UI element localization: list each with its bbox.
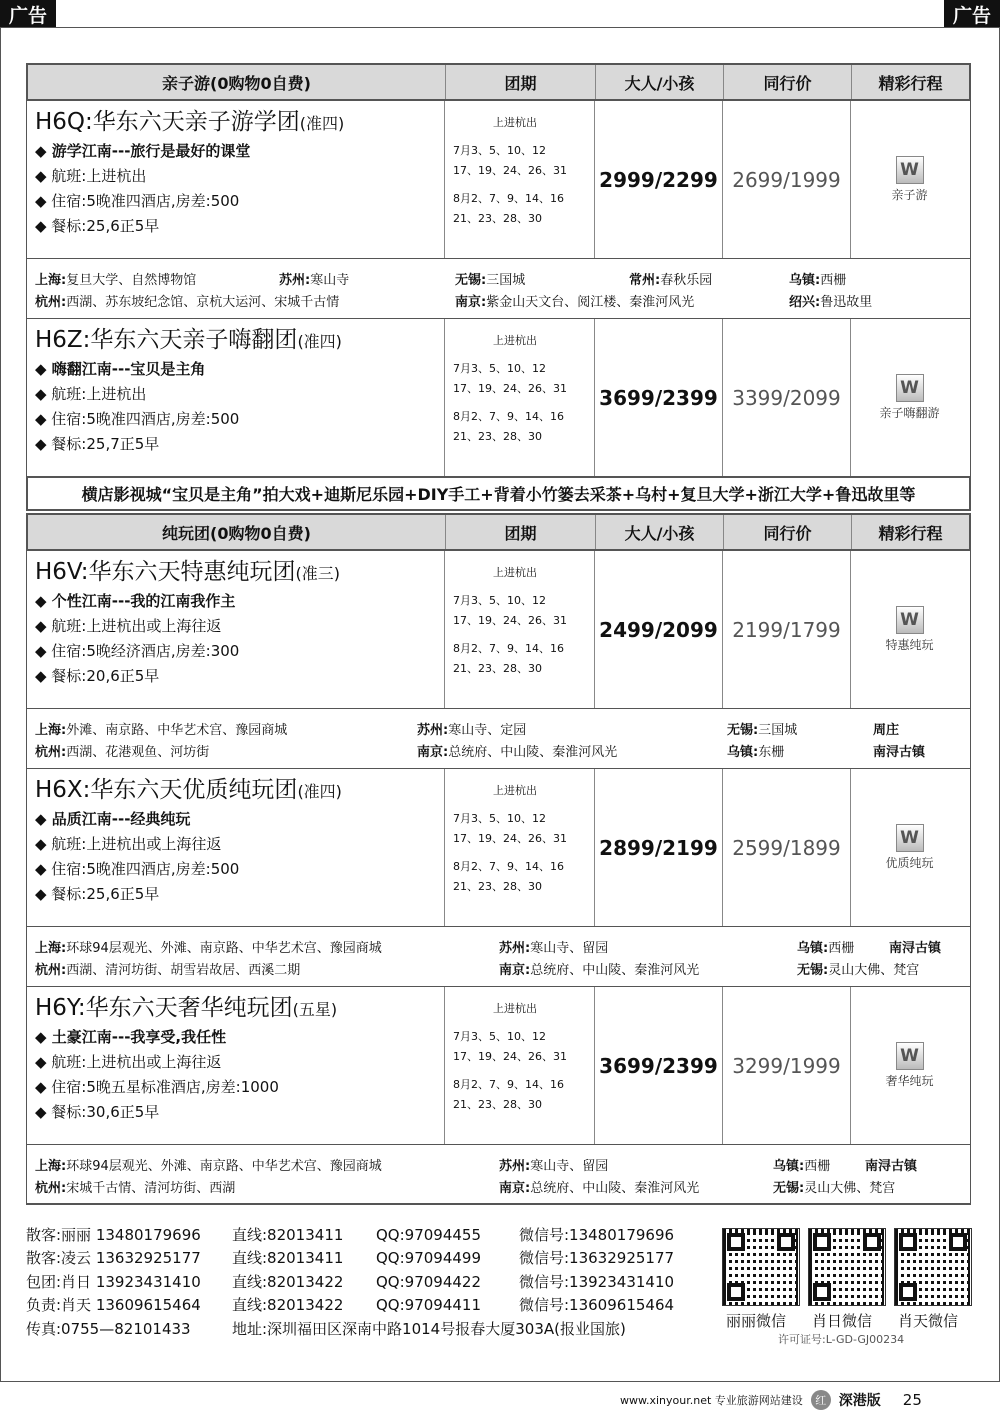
license-number: 许可证号:L-GD-GJ00234 bbox=[778, 1333, 905, 1346]
date-line: 7月3、5、10、12 bbox=[453, 594, 546, 607]
brand-badge-icon: 红 bbox=[811, 1390, 831, 1410]
fax-number: 传真:0755—82101433 bbox=[26, 1319, 191, 1338]
date-line: 21、23、28、30 bbox=[453, 212, 542, 225]
itinerary-link[interactable] bbox=[851, 319, 968, 476]
header-price: 大人/小孩 bbox=[596, 515, 724, 549]
tour-flight: ◆ 航班:上进杭出 bbox=[35, 167, 147, 185]
date-line: 17、19、24、26、31 bbox=[453, 382, 567, 395]
section-header-pure bbox=[26, 513, 971, 551]
contact-block bbox=[26, 1224, 726, 1341]
tour-slogan: ◆ 个性江南---我的江南我作主 bbox=[35, 592, 236, 610]
header-itinerary: 精彩行程 bbox=[878, 523, 943, 543]
tour-row-h6z bbox=[26, 319, 971, 477]
tour-title: H6X:华东六天优质纯玩团(准四) bbox=[35, 777, 342, 803]
tour-info bbox=[27, 319, 445, 476]
tour-meals: ◆ 餐标:25,6正5早 bbox=[35, 217, 160, 235]
header-category: 纯玩团(0购物0自费) bbox=[28, 515, 446, 549]
departure-mode: 上进杭出 bbox=[493, 566, 537, 579]
attractions-h6x: 上海:环球94层观光、外滩、南京路、中华艺术宫、豫园商城 苏州:寒山寺、留园 乌镇:西栅 南浔古镇 杭州:西湖、清河坊街、胡雪岩故居、西溪二期 南京:总统府、中山陵、秦淮河风光 无锡:灵山大佛、梵宫 bbox=[26, 927, 971, 987]
departure-mode: 上进杭出 bbox=[493, 1002, 537, 1015]
tour-meals: ◆ 餐标:25,6正5早 bbox=[35, 885, 160, 903]
contact-row: 包团:肖日 13923431410 直线:82013422 QQ:97094422 微信号:13923431410 bbox=[26, 1272, 675, 1291]
adult-child-price: 2999/2299 bbox=[595, 101, 723, 258]
tour-hotel: ◆ 住宿:5晚准四酒店,房差:500 bbox=[35, 410, 240, 428]
tour-dates bbox=[445, 101, 595, 258]
trade-price: 3399/2099 bbox=[723, 319, 851, 476]
tour-slogan: ◆ 嗨翻江南---宝贝是主角 bbox=[35, 360, 206, 378]
tour-dates bbox=[445, 987, 595, 1144]
qr-code-icon bbox=[722, 1228, 800, 1306]
header-trade-price: 同行价 bbox=[724, 65, 852, 99]
date-line: 8月2、7、9、14、16 bbox=[453, 1078, 564, 1091]
qr-label: 肖天微信 bbox=[898, 1312, 959, 1330]
date-line: 21、23、28、30 bbox=[453, 880, 542, 893]
date-line: 17、19、24、26、31 bbox=[453, 1050, 567, 1063]
tour-info bbox=[27, 987, 445, 1144]
attractions-h6y: 上海:环球94层观光、外滩、南京路、中华艺术宫、豫园商城 苏州:寒山寺、留园 乌镇:西栅 南浔古镇 杭州:宋城千古情、清河坊街、西湖 南京:总统府、中山陵、秦淮河风光 无锡:灵山大佛、梵宫 bbox=[26, 1145, 971, 1205]
tour-row-h6x bbox=[26, 769, 971, 927]
tour-dates bbox=[445, 319, 595, 476]
trade-price: 3299/1999 bbox=[723, 987, 851, 1144]
tour-meals: ◆ 餐标:30,6正5早 bbox=[35, 1103, 160, 1121]
header-dates: 团期 bbox=[446, 515, 596, 549]
departure-mode: 上进杭出 bbox=[493, 116, 537, 129]
tour-info bbox=[27, 101, 445, 258]
itinerary-label: 奢华纯玩 bbox=[885, 1074, 934, 1088]
tour-info bbox=[27, 551, 445, 708]
itinerary-label: 优质纯玩 bbox=[885, 856, 934, 870]
contact-row bbox=[26, 1318, 726, 1341]
tour-hotel: ◆ 住宿:5晚经济酒店,房差:300 bbox=[35, 642, 240, 660]
header-dates: 团期 bbox=[446, 65, 596, 99]
tour-slogan: ◆ 游学江南---旅行是最好的课堂 bbox=[35, 142, 251, 160]
date-line: 17、19、24、26、31 bbox=[453, 614, 567, 627]
itinerary-link[interactable] bbox=[851, 101, 968, 258]
header-trade-price: 同行价 bbox=[724, 515, 852, 549]
tour-flight: ◆ 航班:上进杭出或上海往返 bbox=[35, 835, 222, 853]
attractions-h6v: 上海:外滩、南京路、中华艺术宫、豫园商城 苏州:寒山寺、定园 无锡:三国城 周庄 杭州:西湖、花港观鱼、河坊街 南京:总统府、中山陵、秦淮河风光 乌镇:东栅 南浔古镇 bbox=[26, 709, 971, 769]
adult-child-price: 3699/2399 bbox=[595, 319, 723, 476]
date-line: 17、19、24、26、31 bbox=[453, 832, 567, 845]
date-line: 21、23、28、30 bbox=[453, 1098, 542, 1111]
page-footer bbox=[620, 1390, 922, 1410]
tour-meals: ◆ 餐标:20,6正5早 bbox=[35, 667, 160, 685]
tour-dates bbox=[445, 551, 595, 708]
tour-table bbox=[26, 63, 971, 1205]
word-document-icon[interactable]: W bbox=[896, 824, 924, 852]
word-document-icon[interactable]: W bbox=[896, 374, 924, 402]
edition-label: 深港版 bbox=[838, 1393, 881, 1409]
tour-title: H6Z:华东六天亲子嗨翻团(准四) bbox=[35, 327, 342, 353]
tour-slogan: ◆ 土豪江南---我享受,我任性 bbox=[35, 1028, 227, 1046]
word-document-icon[interactable]: W bbox=[896, 156, 924, 184]
qr-label: 肖日微信 bbox=[812, 1312, 873, 1330]
contact-row: 散客:凌云 13632925177 直线:82013411 QQ:97094499 微信号:13632925177 bbox=[26, 1249, 675, 1268]
tour-title: H6Y:华东六天奢华纯玩团(五星) bbox=[35, 995, 338, 1021]
adult-child-price: 3699/2399 bbox=[595, 987, 723, 1144]
section-header-family bbox=[26, 63, 971, 101]
tour-info bbox=[27, 769, 445, 926]
date-line: 8月2、7、9、14、16 bbox=[453, 410, 564, 423]
tour-title: H6V:华东六天特惠纯玩团(准三) bbox=[35, 559, 341, 585]
qr-code-icon bbox=[894, 1228, 972, 1306]
trade-price: 2699/1999 bbox=[723, 101, 851, 258]
date-line: 8月2、7、9、14、16 bbox=[453, 860, 564, 873]
departure-mode: 上进杭出 bbox=[493, 784, 537, 797]
itinerary-label: 亲子嗨翻游 bbox=[879, 406, 940, 420]
tour-hotel: ◆ 住宿:5晚五星标准酒店,房差:1000 bbox=[35, 1078, 279, 1096]
ad-tag-left: 广告 bbox=[0, 0, 56, 28]
date-line: 8月2、7、9、14、16 bbox=[453, 192, 564, 205]
highlights-banner: 横店影视城“宝贝是主角”拍大戏+迪斯尼乐园+DIY手工+背着小竹篓去采茶+乌村+复旦大学+浙江大学+鲁迅故里等 bbox=[26, 477, 971, 511]
page-number: 25 bbox=[902, 1391, 922, 1409]
date-line: 17、19、24、26、31 bbox=[453, 164, 567, 177]
date-line: 8月2、7、9、14、16 bbox=[453, 642, 564, 655]
itinerary-link[interactable] bbox=[851, 769, 968, 926]
tour-hotel: ◆ 住宿:5晚准四酒店,房差:500 bbox=[35, 860, 240, 878]
tour-flight: ◆ 航班:上进杭出 bbox=[35, 385, 147, 403]
date-line: 7月3、5、10、12 bbox=[453, 362, 546, 375]
adult-child-price: 2899/2199 bbox=[595, 769, 723, 926]
qr-label: 丽丽微信 bbox=[726, 1312, 787, 1330]
tour-slogan: ◆ 品质江南---经典纯玩 bbox=[35, 810, 191, 828]
header-price: 大人/小孩 bbox=[596, 65, 724, 99]
date-line: 21、23、28、30 bbox=[453, 430, 542, 443]
departure-mode: 上进杭出 bbox=[493, 334, 537, 347]
tour-row-h6q bbox=[26, 101, 971, 259]
tour-flight: ◆ 航班:上进杭出或上海往返 bbox=[35, 1053, 222, 1071]
tour-hotel: ◆ 住宿:5晚准四酒店,房差:500 bbox=[35, 192, 240, 210]
itinerary-link[interactable] bbox=[851, 987, 968, 1144]
footer-site[interactable]: www.xinyour.net 专业旅游网站建设 bbox=[620, 1394, 803, 1407]
date-line: 7月3、5、10、12 bbox=[453, 812, 546, 825]
date-line: 7月3、5、10、12 bbox=[453, 1030, 546, 1043]
contact-row: 负责:肖天 13609615464 直线:82013422 QQ:97094411 微信号:13609615464 bbox=[26, 1296, 675, 1315]
adult-child-price: 2499/2099 bbox=[595, 551, 723, 708]
header-category: 亲子游(0购物0自费) bbox=[28, 65, 446, 99]
date-line: 21、23、28、30 bbox=[453, 662, 542, 675]
attractions-h6q: 上海:复旦大学、自然博物馆 苏州:寒山寺 无锡:三国城 常州:春秋乐园 乌镇:西栅 杭州:西湖、苏东坡纪念馆、京杭大运河、宋城千古情 南京:紫金山天文台、阅江楼、秦淮河风光 绍兴:鲁迅故里 bbox=[26, 259, 971, 319]
itinerary-label: 亲子游 bbox=[891, 188, 928, 202]
tour-row-h6v bbox=[26, 551, 971, 709]
ad-tag-right: 广告 bbox=[944, 0, 1000, 28]
tour-dates bbox=[445, 769, 595, 926]
itinerary-link[interactable] bbox=[851, 551, 968, 708]
contact-row: 散客:丽丽 13480179696 直线:82013411 QQ:97094455 微信号:13480179696 bbox=[26, 1226, 675, 1244]
trade-price: 2599/1899 bbox=[723, 769, 851, 926]
qr-code-icon bbox=[808, 1228, 886, 1306]
tour-flight: ◆ 航班:上进杭出或上海往返 bbox=[35, 617, 222, 635]
word-document-icon[interactable]: W bbox=[896, 606, 924, 634]
tour-row-h6y bbox=[26, 987, 971, 1145]
word-document-icon[interactable]: W bbox=[896, 1042, 924, 1070]
tour-title: H6Q:华东六天亲子游学团(准四) bbox=[35, 109, 345, 135]
date-line: 7月3、5、10、12 bbox=[453, 144, 546, 157]
tour-meals: ◆ 餐标:25,7正5早 bbox=[35, 435, 160, 453]
address: 地址:深圳福田区深南中路1014号报春大厦303A(报业国旅) bbox=[232, 1319, 626, 1338]
itinerary-label: 特惠纯玩 bbox=[885, 638, 934, 652]
header-itinerary: 精彩行程 bbox=[878, 73, 943, 93]
trade-price: 2199/1799 bbox=[723, 551, 851, 708]
